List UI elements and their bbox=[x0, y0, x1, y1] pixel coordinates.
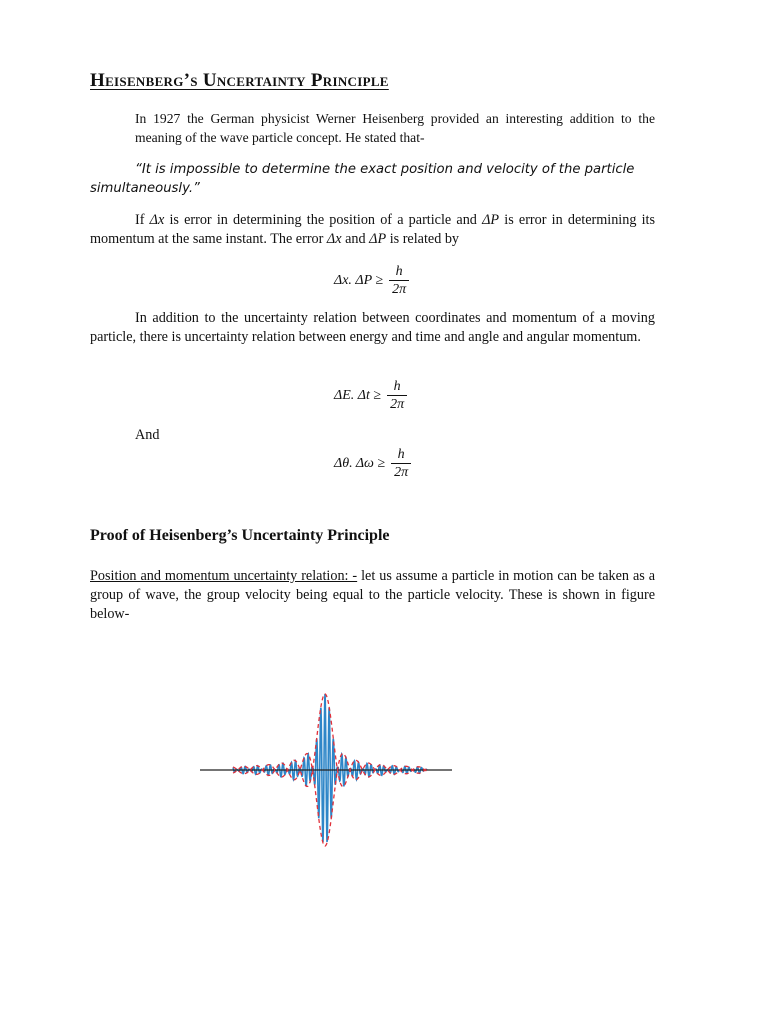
text-fragment: is error in determining its momentum at the same instant. The error bbox=[90, 212, 656, 247]
equation-angle-momentum bbox=[334, 446, 411, 481]
text-fragment: If bbox=[135, 212, 150, 228]
proof-label: Position and momentum uncertainty relation: - bbox=[90, 568, 358, 584]
intro-paragraph: In 1927 the German physicist Werner Heisenberg provided an interesting addition to the meaning of the wave particle concept. He stated that- bbox=[135, 111, 655, 145]
fraction bbox=[391, 446, 411, 481]
quote-line-2: simultaneously.” bbox=[90, 181, 200, 196]
fraction-numerator: h bbox=[397, 447, 405, 462]
equation-lhs: Δθ. Δω ≥ bbox=[334, 455, 386, 471]
section-heading: Proof of Heisenberg’s Uncertainty Principle bbox=[90, 527, 390, 544]
fraction-numerator: h bbox=[395, 264, 403, 279]
equation-lhs: Δx. ΔP ≥ bbox=[334, 272, 384, 288]
text-fragment: is error in determining the position of a particle and bbox=[164, 212, 483, 228]
math-dx: Δx bbox=[149, 212, 165, 228]
proof-paragraph bbox=[90, 567, 655, 624]
and-label: And bbox=[135, 427, 160, 443]
page-title: Heisenberg’s Uncertainty Principle bbox=[90, 70, 389, 91]
uncertainty-paragraph: In addition to the uncertainty relation between coordinates and momentum of a moving particle, there is uncertainty relation between energy and time and angle and angular momentum. bbox=[90, 310, 655, 345]
math-dp: ΔP bbox=[369, 231, 387, 247]
equation-energy-time bbox=[334, 378, 407, 413]
heisenberg-quote bbox=[90, 160, 655, 198]
equation-lhs: ΔE. Δt ≥ bbox=[334, 387, 382, 403]
fraction-denominator: 2π bbox=[391, 463, 411, 481]
quote-line-1: “It is impossible to determine the exact position and velocity of the particle bbox=[135, 162, 635, 177]
error-paragraph bbox=[90, 211, 655, 249]
fraction-denominator: 2π bbox=[389, 280, 409, 298]
fraction-denominator: 2π bbox=[387, 395, 407, 413]
equation-position-momentum bbox=[334, 263, 409, 298]
text-fragment: and bbox=[341, 231, 370, 247]
fraction bbox=[387, 378, 407, 413]
math-dx: Δx bbox=[326, 231, 342, 247]
proof-text: let us assume a particle in motion can be taken as a group of wave, the group velocity being equal to the particle velocity. These is shown in figure below- bbox=[90, 568, 655, 622]
text-fragment: is related by bbox=[386, 231, 460, 247]
fraction-numerator: h bbox=[393, 379, 401, 394]
fraction bbox=[389, 263, 409, 298]
math-dp: ΔP bbox=[482, 212, 500, 228]
wave-packet-figure bbox=[195, 688, 457, 852]
